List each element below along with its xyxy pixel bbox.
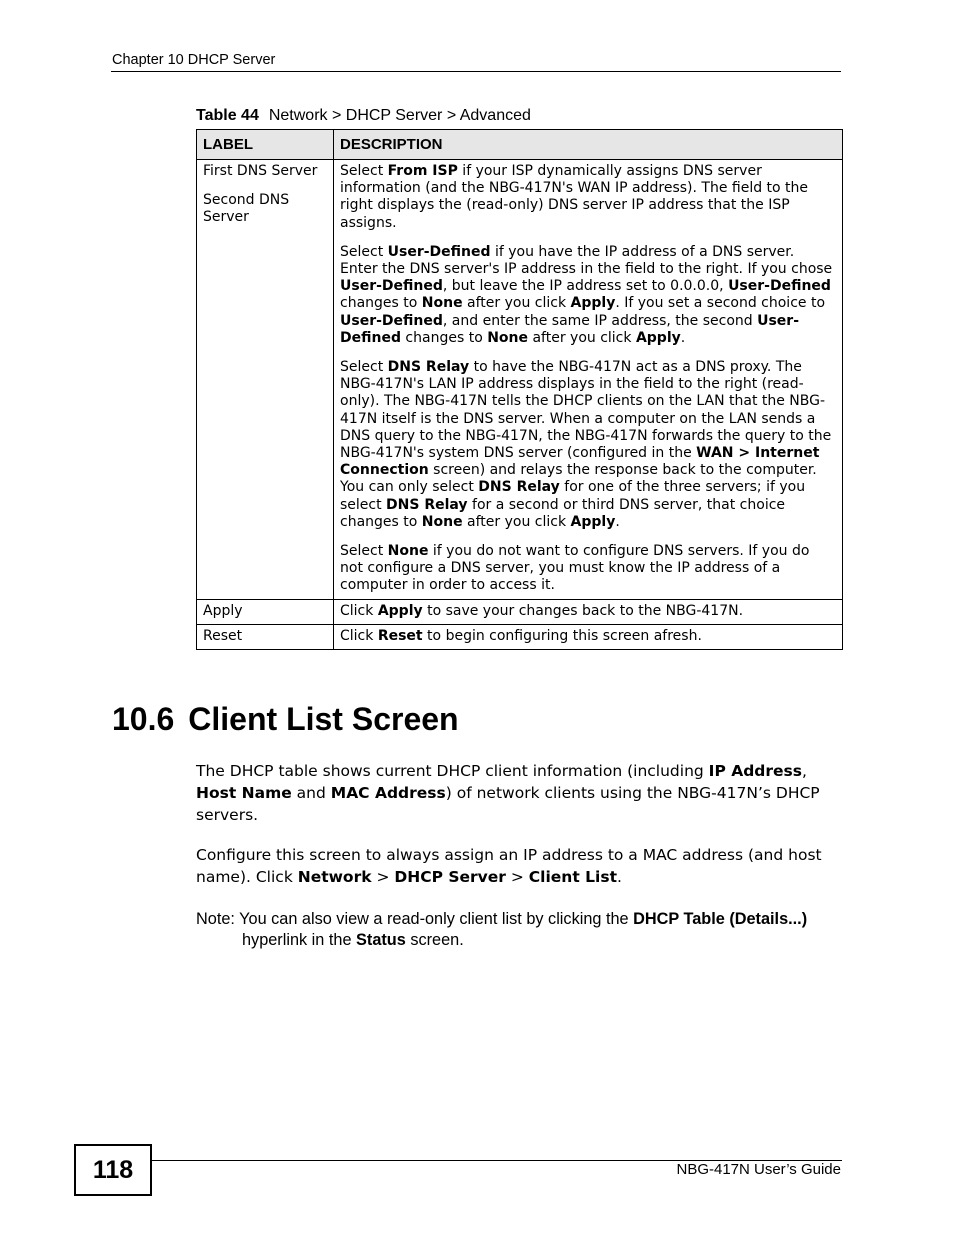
description-table xyxy=(196,129,843,650)
note xyxy=(196,909,846,951)
page-number: 118 xyxy=(74,1144,152,1196)
bold-term: Apply xyxy=(635,329,681,346)
bold-term: Host Name xyxy=(196,784,292,802)
bold-term: DHCP Server xyxy=(394,868,506,886)
row-label: Reset xyxy=(203,627,243,644)
table-header-row xyxy=(197,130,843,160)
table-caption-title: Network > DHCP Server > Advanced xyxy=(268,107,531,124)
row-description-cell xyxy=(334,599,843,624)
bold-term: Status xyxy=(356,931,406,949)
body-paragraph: Configure this screen to always assign an IP address to a MAC address (and host name). Click Network > DHCP Server > Client List. xyxy=(196,846,822,886)
bold-term: User-Defined xyxy=(387,243,491,260)
bold-term: DNS Relay xyxy=(478,479,560,496)
bold-term: User-Defined xyxy=(728,278,831,295)
table-row-dns-servers xyxy=(197,160,843,600)
note-line: hyperlink in the Status screen. xyxy=(242,931,464,949)
bold-term: From ISP xyxy=(387,163,458,179)
bold-term: MAC Address xyxy=(330,784,446,802)
bold-term: DNS Relay xyxy=(386,496,468,513)
row-description-cell xyxy=(334,160,843,600)
row-label-cell xyxy=(197,624,334,649)
bold-term: DNS Relay xyxy=(387,359,470,376)
column-header-label: LABEL xyxy=(197,130,334,160)
bold-term: None xyxy=(421,513,463,530)
bold-term: User-Defined xyxy=(340,312,800,346)
description-paragraph: Select From ISP if your ISP dynamically assigns DNS server information (and the NBG-417N's WAN IP address). The field to the right displays the (read-only) DNS server IP address that the ISP assigns. xyxy=(340,163,809,231)
note-line: Note: You can also view a read-only client list by clicking the DHCP Table (Details...) xyxy=(196,910,808,928)
bold-term: User-Defined xyxy=(340,312,443,329)
row-label: Apply xyxy=(203,602,243,619)
bold-term: Reset xyxy=(377,627,423,644)
description-paragraph: Select User-Defined if you have the IP address of a DNS server. Enter the DNS server's IP address in the field to the right. If you chose User-Defined, but leave the IP address set to 0.0.0.0, User-Defined changes to None after you click Apply. If you set a second choice to User-Defined, and enter the same IP address, the second User-Defined changes to None after you click Apply. xyxy=(340,243,833,346)
row-label-cell xyxy=(197,160,334,600)
header-divider xyxy=(111,71,841,72)
running-header: Chapter 10 DHCP Server xyxy=(112,52,276,68)
description-paragraph: Select None if you do not want to configure DNS servers. If you do not configure a DNS server, you must know the IP address of a computer in order to access it. xyxy=(340,543,810,594)
bold-term: User-Defined xyxy=(340,278,443,295)
bold-term: Apply xyxy=(570,295,616,312)
section-title: Client List Screen xyxy=(188,701,459,737)
row-label-cell xyxy=(197,599,334,624)
section-number: 10.6 xyxy=(112,701,175,737)
bold-term: None xyxy=(421,295,463,312)
section-heading xyxy=(112,701,459,738)
row-label: First DNS Server xyxy=(203,163,318,179)
table-caption xyxy=(196,107,531,125)
column-header-description: DESCRIPTION xyxy=(334,130,843,160)
bold-term: None xyxy=(487,329,529,346)
body-paragraph: The DHCP table shows current DHCP client information (including IP Address, Host Name and MAC Address) of network clients using the NBG-417N’s DHCP servers. xyxy=(196,762,820,824)
table-row-apply xyxy=(197,599,843,624)
row-description-cell xyxy=(334,624,843,649)
description-paragraph: Click Apply to save your changes back to the NBG-417N. xyxy=(340,602,744,619)
bold-term: IP Address xyxy=(708,762,802,780)
row-label: Second DNS Server xyxy=(203,192,290,226)
bold-term: WAN > Internet Connection xyxy=(340,445,820,479)
bold-term: None xyxy=(387,543,429,560)
bold-term: Apply xyxy=(377,602,423,619)
bold-term: DHCP Table (Details...) xyxy=(633,910,808,928)
table-row-reset xyxy=(197,624,843,649)
table-caption-number: Table 44 xyxy=(196,107,259,124)
bold-term: Client List xyxy=(528,868,617,886)
guide-title: NBG-417N User’s Guide xyxy=(676,1161,841,1178)
description-paragraph: Select DNS Relay to have the NBG-417N act as a DNS proxy. The NBG-417N's LAN IP address displays in the field to the right (read-only). The NBG-417N tells the DHCP clients on the LAN that the NBG-417N itself is the DNS server. When a computer on the LAN sends a DNS query to the NBG-417N, the NBG-417N forwards the query to the NBG-417N's system DNS server (configured in the WAN > Internet Connection screen) and relays the response back to the computer. You can only select DNS Relay for one of the three servers; if you select DNS Relay for a second or third DNS server, that choice changes to None after you click Apply. xyxy=(340,359,832,530)
description-paragraph: Click Reset to begin configuring this screen afresh. xyxy=(340,627,702,644)
bold-term: Network xyxy=(297,868,372,886)
bold-term: Apply xyxy=(570,513,616,530)
